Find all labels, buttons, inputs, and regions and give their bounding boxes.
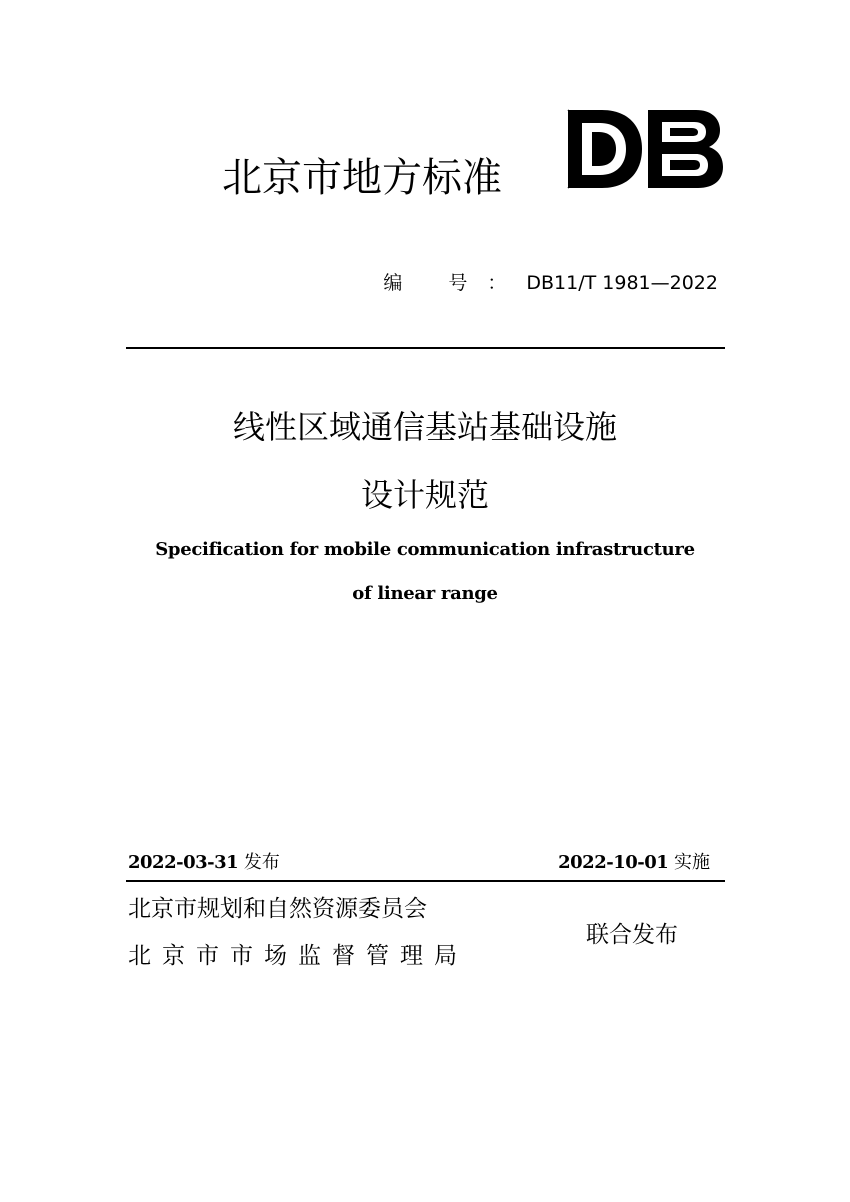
bottom-divider: [126, 880, 725, 882]
title-zh-line2: 设计规范: [360, 476, 489, 514]
top-divider: [126, 347, 725, 349]
implement-date: 2022-10-01: [558, 852, 669, 873]
db-logo: [566, 108, 724, 190]
publish-date: 2022-03-31: [128, 852, 239, 873]
publish-date-block: [128, 848, 280, 874]
title-zh-line1: 线性区域通信基站基础设施: [232, 408, 617, 446]
publisher-line2: 北京市市场监督管理局: [128, 943, 468, 969]
standard-type-title: 北京市地方标准: [222, 155, 502, 201]
joint-publish-label: 联合发布: [586, 922, 678, 948]
publish-label: 发布: [238, 852, 280, 873]
implement-date-block: [558, 848, 710, 874]
publisher-line1: 北京市规划和自然资源委员会: [128, 896, 427, 922]
title-en-line2: of linear range: [352, 583, 498, 604]
standard-code-label: 编 号：: [383, 272, 527, 294]
standard-code-value: DB11/T 1981—2022: [526, 272, 718, 294]
standard-code: [383, 268, 718, 295]
title-en-line1: Specification for mobile communication infrastructure: [155, 539, 695, 560]
implement-label: 实施: [668, 852, 710, 873]
